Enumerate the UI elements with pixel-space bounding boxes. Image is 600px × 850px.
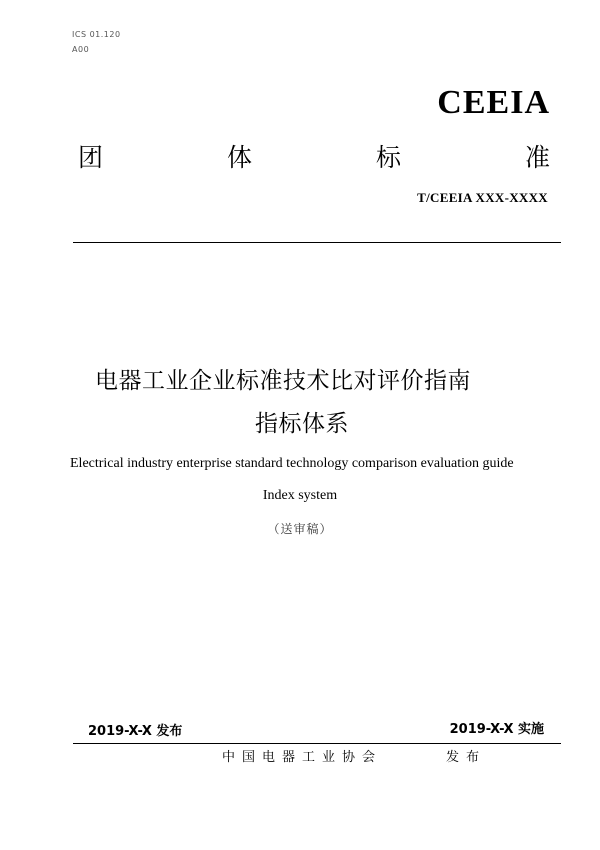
standard-type-char: 标: [375, 143, 401, 172]
title-cn-line2: 指标体系: [255, 411, 349, 437]
standard-type-char: 准: [524, 143, 550, 172]
issue-label: 发布: [446, 750, 487, 765]
standard-type-char: 团: [78, 143, 104, 172]
ics-code: ICS 01.120: [72, 30, 121, 39]
org-abbreviation: CEEIA: [437, 84, 550, 121]
standard-number: T/CEEIA XXX-XXXX: [417, 190, 548, 205]
title-cn-line1: 电器工业企业标准技术比对评价指南: [95, 368, 471, 394]
top-divider: [73, 242, 561, 243]
ccs-code: A00: [72, 45, 90, 54]
standard-type: [78, 138, 550, 174]
draft-status: （送审稿）: [267, 522, 333, 536]
publish-date: 2019-X-X 发布: [88, 724, 183, 739]
title-en-line2: Index system: [262, 488, 338, 503]
bottom-divider: [73, 743, 561, 744]
title-en-line1: Electrical industry enterprise standard technology comparison evaluation guide: [70, 456, 514, 471]
issuer-name: 中国电器工业协会: [222, 750, 383, 765]
standard-type-char: 体: [226, 143, 252, 172]
implement-date: 2019-X-X 实施: [449, 722, 544, 737]
